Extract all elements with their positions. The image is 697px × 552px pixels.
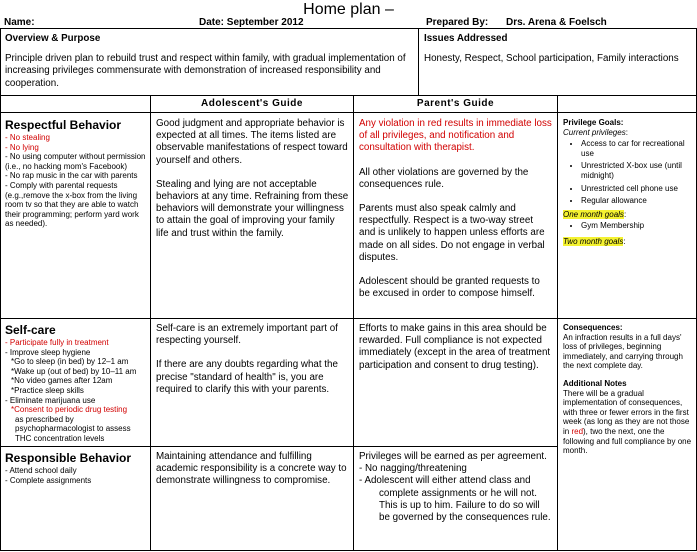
- page-title: Home plan –: [303, 1, 394, 18]
- responsible-parent-item: - Adolescent will either attend class and complete assignments or he will not. This is up to him. Failure to do so will be governed by the consequences rule.: [359, 475, 551, 524]
- name-label: Name:: [4, 17, 35, 28]
- divider: [418, 28, 419, 95]
- respect-parent-p4: Adolescent should be granted requests to be excused in order to compose himself.: [359, 276, 540, 300]
- responsible-parent-guide: [359, 451, 552, 524]
- divider: [0, 446, 557, 447]
- respect-title: Respectful Behavior: [5, 118, 122, 132]
- adolescent-guide-header: Adolescent's Guide: [201, 98, 303, 109]
- selfcare-item: - Improve sleep hygiene: [5, 347, 91, 357]
- responsible-item: - Complete assignments: [5, 475, 92, 485]
- overview-body: Principle driven plan to rebuild trust and respect within family, with gradual implementation of increasing privileges commensurate with demonstration of increased responsibility and cooperation.: [5, 53, 406, 89]
- respect-item: - No rap music in the car with parents: [5, 171, 138, 181]
- selfcare-item-red: - Participate fully in treatment: [5, 338, 109, 347]
- selfcare-adolescent-p1: Self-care is an extremely important part of respecting yourself.: [156, 323, 338, 347]
- selfcare-adolescent-guide: [156, 323, 349, 396]
- selfcare-item: *Practice sleep skills: [11, 385, 84, 395]
- parent-guide-header: Parent's Guide: [416, 98, 495, 109]
- selfcare-section: [5, 323, 147, 444]
- issues-section: [424, 33, 692, 65]
- issues-body: Honesty, Respect, School participation, Family interactions: [424, 53, 679, 65]
- overview-heading: Overview & Purpose: [5, 33, 101, 44]
- respect-parent-p3: Parents must also speak calmly and respectfully. Respect is a two-way street and is unlikely to happen unless efforts are made on all sides. Do not engage in verbal disputes.: [359, 203, 545, 263]
- respect-adolescent-guide: [156, 118, 349, 240]
- current-privileges-label: Current privileges:: [563, 127, 628, 137]
- divider: [0, 28, 697, 29]
- date-value: September 2012: [226, 17, 304, 28]
- divider: [0, 318, 697, 319]
- respect-section: [5, 118, 147, 229]
- selfcare-item-red: *Consent to periodic drug testing: [11, 405, 128, 415]
- responsible-item: - Attend school daily: [5, 466, 77, 475]
- responsible-parent-p1: Privileges will be earned as per agreement.: [359, 451, 547, 462]
- consequences-section: [563, 323, 693, 456]
- responsible-adolescent-guide: [156, 451, 349, 488]
- privilege-item: • Unrestricted cell phone use: [581, 184, 693, 194]
- overview-section: [5, 33, 410, 90]
- selfcare-title: Self-care: [5, 323, 56, 337]
- two-month-goals-label: Two month goals:: [563, 236, 626, 246]
- privileges-heading: Privilege Goals:: [563, 118, 624, 127]
- respect-item: - No using computer without permission (i.e., no hacking mom's Facebook): [5, 152, 146, 171]
- selfcare-adolescent-p2: If there are any doubts regarding what the precise "standard of health" is, you are required to clarify this with your parents.: [156, 359, 338, 395]
- goal-item: • Gym Membership: [581, 221, 693, 231]
- selfcare-item: *Wake up (out of bed) by 10–11 am: [11, 366, 137, 376]
- respect-item-red: - No lying: [5, 142, 39, 152]
- consequences-body: An infraction results in a full days' loss of privileges, beginning immediately, and carrying through the next complete day.: [563, 332, 683, 371]
- date-label: Date:: [199, 17, 225, 28]
- privilege-item: • Unrestricted X-box use (until midnight): [581, 161, 693, 180]
- divider: [353, 95, 354, 551]
- selfcare-item: *No video games after 12am: [11, 376, 113, 386]
- divider: [0, 112, 697, 113]
- privilege-item: • Access to car for recreational use: [581, 139, 693, 158]
- divider: [150, 95, 151, 551]
- selfcare-item: as prescribed by psychopharmacologist to assess THC concentration levels: [15, 414, 131, 443]
- selfcare-item: - Eliminate marijuana use: [5, 395, 96, 405]
- selfcare-parent-guide: [359, 323, 552, 372]
- divider: [0, 28, 1, 551]
- respect-item: - Comply with parental requests (e.g.,remove the x-box from the living room tv so that they are able to watch their programming; perform yard work as needed).: [5, 180, 139, 229]
- additional-notes-body: There will be a gradual implementation of consequences, with three or fewer errors in the first week (as long as they are not those in red), two the next, one the following and full compliance by one month.: [563, 388, 692, 456]
- additional-notes-heading: Additional Notes: [563, 378, 627, 388]
- responsible-section: [5, 451, 147, 485]
- selfcare-parent-p1: Efforts to make gains in this area should be rewarded. Full compliance is not expected immediately (except in the area of treatment participation and consent to drug testing).: [359, 323, 551, 371]
- respect-item-red: - No stealing: [5, 133, 50, 142]
- issues-heading: Issues Addressed: [424, 33, 508, 44]
- current-privileges-list: [563, 139, 693, 206]
- divider: [557, 95, 558, 551]
- respect-adolescent-p2: Stealing and lying are not acceptable behaviors at any time. Refraining from these behaviors will demonstrate your willingness to attain the goal of improving your family life and trust within the family.: [156, 178, 349, 239]
- responsible-parent-item: - No nagging/threatening: [359, 463, 467, 475]
- selfcare-item: *Go to sleep (in bed) by 12–1 am: [11, 357, 129, 367]
- divider: [0, 95, 697, 96]
- consequences-heading: Consequences:: [563, 323, 623, 332]
- one-month-goals-list: [563, 221, 693, 231]
- responsible-parent-list: [359, 463, 552, 524]
- responsible-adolescent-p1: Maintaining attendance and fulfilling academic responsibility is a concrete way to demonstrate willingness to compromise.: [156, 451, 347, 487]
- respect-parent-guide: [359, 118, 552, 300]
- respect-adolescent-p1: Good judgment and appropriate behavior is expected at all times. The items listed are observable manifestations of respect toward yourself and others.: [156, 118, 348, 166]
- one-month-goals-label: One month goals:: [563, 209, 627, 219]
- privileges-section: [563, 118, 693, 247]
- prepared-label: Prepared By:: [426, 17, 489, 28]
- divider: [0, 550, 697, 551]
- respect-parent-p2: All other violations are governed by the consequences rule.: [359, 166, 529, 190]
- responsible-title: Responsible Behavior: [5, 451, 132, 465]
- respect-parent-p1: Any violation in red results in immediate loss of all privileges, and notification and consultation with therapist.: [359, 118, 552, 154]
- prepared-value: Drs. Arena & Foelsch: [506, 17, 607, 28]
- privilege-item: • Regular allowance: [581, 196, 693, 206]
